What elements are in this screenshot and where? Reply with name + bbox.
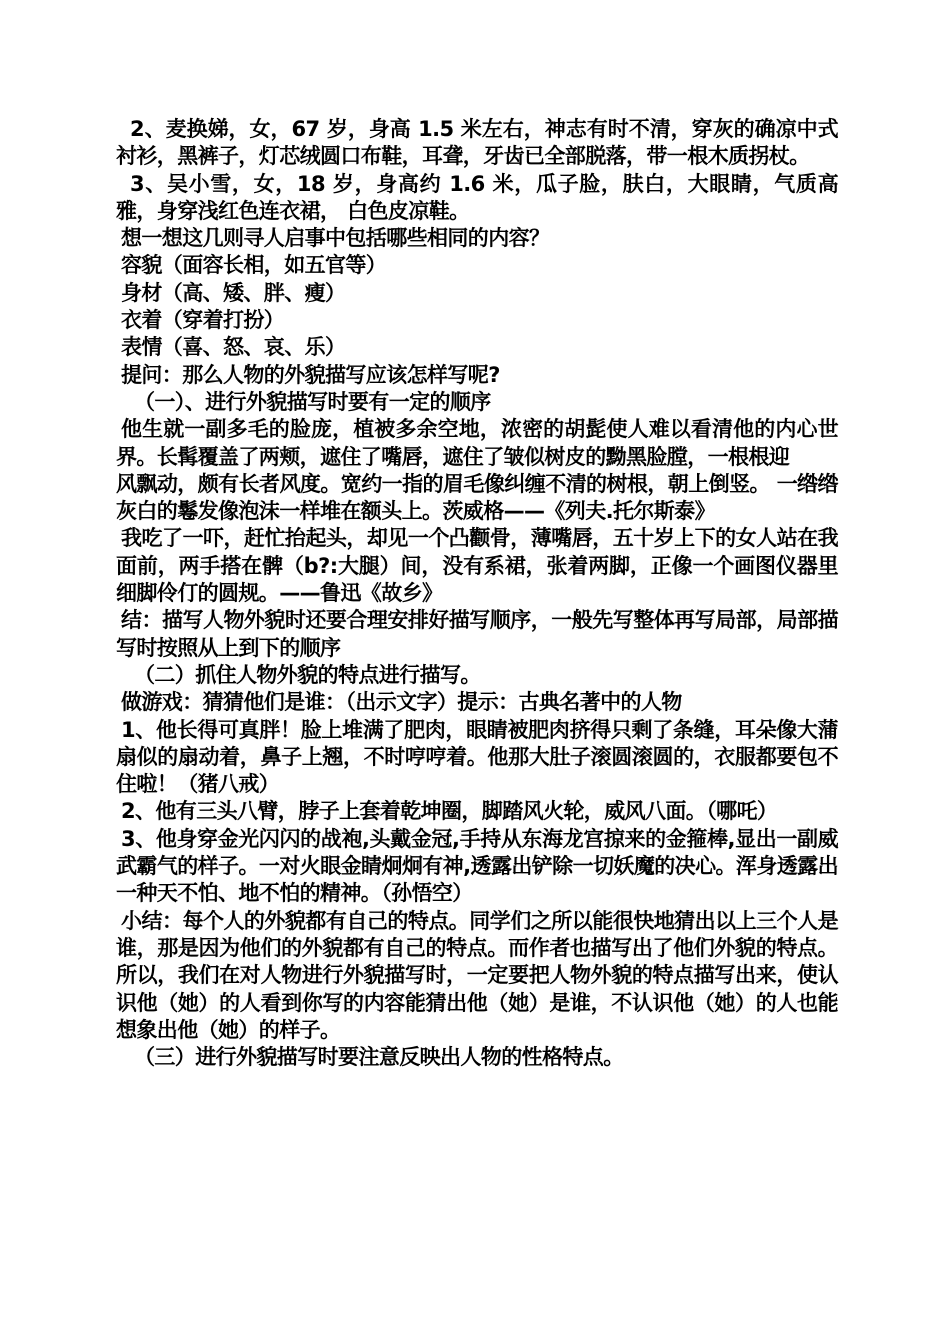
paragraph-figure: 身材（高、矮、胖、瘦） [121, 280, 346, 305]
section-heading-1: （一）、进行外貌描写时要有一定的顺序 [134, 389, 491, 414]
paragraph-nezha: 2、他有三头八臂，脖子上套着乾坤圈，脚踏风火轮，威风八面。（哪吒） [121, 799, 778, 824]
paragraph-summary: 小结：每个人的外貌都有自己的特点。同学们之所以能很快地猜出以上三个人是谁，那是因为他们的外貌都有自己的特点。而作者也描写出了他们外貌的特点。所以，我们在对人物进行外貌描写时，一定要把人物外貌的特点描写出来，使认识他（她）的人看到你写的内容能猜出他（她）是谁，不认识他（她）的人也能想象出他（她）的样子。 [116, 908, 838, 1042]
paragraph-conclusion-1: 结：描写人物外貌时还要合理安排好描写顺序，一般先写整体再写局部，局部描写时按照从上到下的顺序 [116, 608, 838, 660]
paragraph-tolstoy-1: 他生就一副多毛的脸庞，植被多余空地，浓密的胡髭使人难以看清他的内心世界。长髯覆盖了两颊，遮住了嘴唇，遮住了皱似树皮的黝黑脸膛，一根根迎 [116, 417, 838, 469]
paragraph-tolstoy-2: 风飘动，颇有长者风度。宽约一指的眉毛像纠缠不清的树根，朝上倒竖。 一绺绺灰白的鬈发像泡沫一样堆在额头上。茨威格——《列夫.托尔斯泰》 [116, 471, 838, 524]
document-page [116, 116, 838, 1071]
paragraph-guxiang: 我吃了一吓，赶忙抬起头，却见一个凸颧骨，薄嘴唇，五十岁上下的女人站在我面前，两手搭在髀（b?:大腿）间，没有系裙，张着两脚，正像一个画图仪器里细脚伶仃的圆规。——鲁迅《故乡》 [116, 526, 838, 606]
paragraph-zhubajie: 1、他长得可真胖！脸上堆满了肥肉，眼睛被肥肉挤得只剩了条缝，耳朵像大蒲扇似的扇动着，鼻子上翘，不时哼哼着。他那大肚子滚圆滚圆的，衣服都要包不住啦！（猪八戒） [116, 717, 838, 797]
paragraph-game: 做游戏：猜猜他们是谁：（出示文字）提示：古典名著中的人物 [121, 690, 682, 715]
paragraph-example-3: 3、吴小雪，女，18 岁，身高约 1.6 米，瓜子脸，肤白，大眼睛，气质高雅，身穿浅红色连衣裙， 白色皮凉鞋。 [116, 171, 838, 223]
paragraph-question: 想一想这几则寻人启事中包括哪些相同的内容？ [121, 226, 550, 251]
paragraph-sunwukong: 3、他身穿金光闪闪的战袍,头戴金冠,手持从东海龙宫掠来的金箍棒,显出一副威武霸气的样子。一对火眼金睛炯炯有神,透露出铲除一切妖魔的决心。浑身透露出一种天不怕、地不怕的精神。（孙悟空） [116, 826, 838, 906]
paragraph-expression: 表情（喜、怒、哀、乐） [121, 335, 346, 360]
section-heading-3: （三）进行外貌描写时要注意反映出人物的性格特点。 [134, 1045, 624, 1070]
paragraph-example-2: 2、麦换娣，女，67 岁，身高 1.5 米左右，神志有时不清，穿灰的确凉中式衬衫，黑裤子，灯芯绒圆口布鞋，耳聋，牙齿已全部脱落，带一根木质拐杖。 [116, 117, 838, 169]
paragraph-prompt: 提问：那么人物的外貌描写应该怎样写呢? [121, 362, 500, 387]
section-heading-2: （二）抓住人物外貌的特点进行描写。 [134, 662, 481, 687]
paragraph-clothing: 衣着（穿着打扮） [121, 308, 285, 333]
paragraph-appearance: 容貌（面容长相，如五官等） [121, 253, 387, 278]
